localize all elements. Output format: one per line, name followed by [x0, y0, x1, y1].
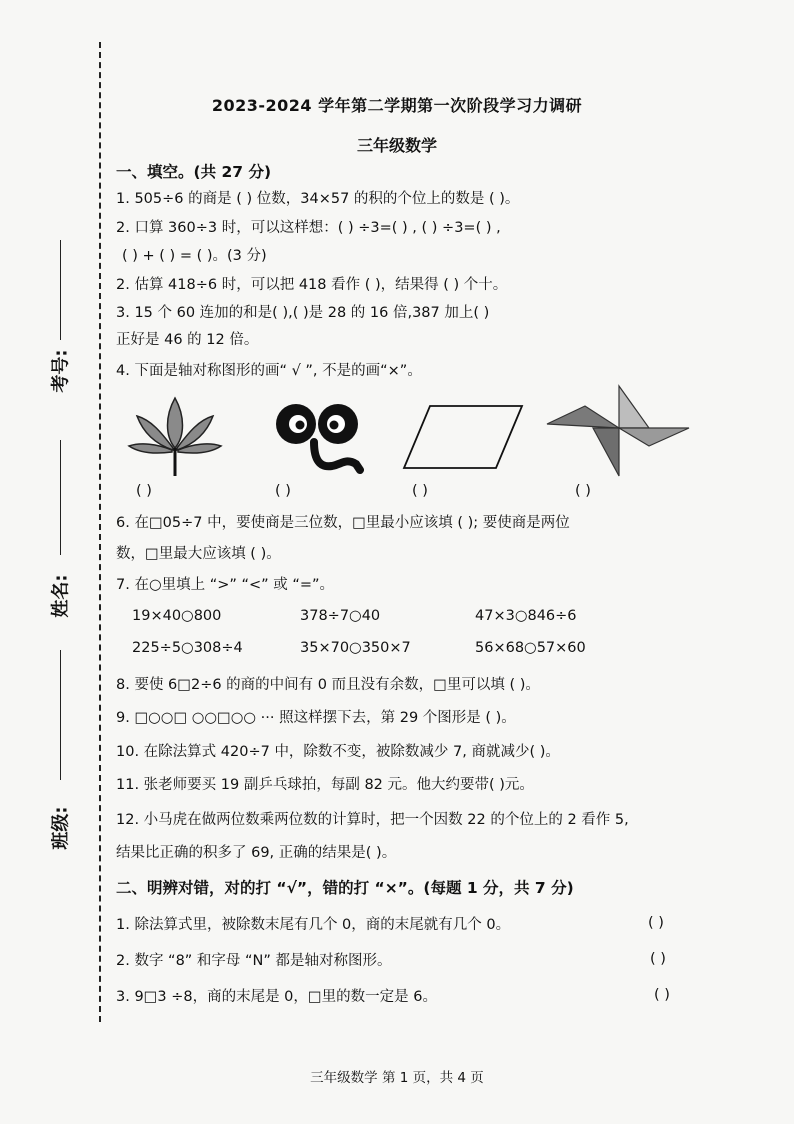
pinwheel-figure	[545, 384, 693, 478]
q7-item: 19×40○800	[132, 608, 222, 624]
judge-item-2: 2. 数字 “8” 和字母 “N” 都是轴对称图形。	[116, 953, 392, 969]
q7-item: 56×68○57×60	[475, 640, 586, 656]
parallelogram-figure	[402, 402, 524, 472]
question-4: 4. 下面是轴对称图形的画“ √ ”, 不是的画“×”。	[116, 363, 422, 379]
q7-item: 378÷7○40	[300, 608, 381, 624]
q4-answer-4[interactable]: ( )	[575, 483, 591, 499]
question-9: 9. □○○□ ○○□○○ ··· 照这样摆下去，第 29 个图形是 ( )。	[116, 710, 516, 726]
snake-eyes-figure	[268, 398, 368, 474]
q4-answer-2[interactable]: ( )	[275, 483, 291, 499]
judge-answer-1[interactable]: ( )	[648, 915, 664, 931]
question-8: 8. 要使 6□2÷6 的商的中间有 0 而且没有余数，□里可以填 ( )。	[116, 677, 540, 693]
binding-dashed-line	[99, 42, 101, 1022]
question-3a: 3. 15 个 60 连加的和是( ),( )是 28 的 16 倍,387 加上( )	[116, 305, 490, 321]
question-7: 7. 在○里填上 “>” “<” 或 “=”。	[116, 577, 335, 593]
question-2a: 2. 口算 360÷3 时，可以这样想：( ) ÷3=( ) , ( ) ÷3=( ) ,	[116, 220, 501, 236]
question-3b: 正好是 46 的 12 倍。	[116, 332, 259, 348]
question-6a: 6. 在□05÷7 中，要使商是三位数，□里最小应该填 ( ); 要使商是两位	[116, 515, 570, 531]
question-6b: 数，□里最大应该填 ( )。	[116, 546, 281, 562]
judge-item-1: 1. 除法算式里，被除数末尾有几个 0，商的末尾就有几个 0。	[116, 917, 511, 933]
q7-item: 225÷5○308÷4	[132, 640, 243, 656]
name-label: 姓名:	[50, 574, 72, 618]
q7-item: 35×70○350×7	[300, 640, 411, 656]
q4-answer-3[interactable]: ( )	[412, 483, 428, 499]
class-label: 班级:	[50, 806, 72, 850]
q7-item: 47×3○846÷6	[475, 608, 577, 624]
judge-answer-2[interactable]: ( )	[650, 951, 666, 967]
judge-item-3: 3. 9□3 ÷8，商的末尾是 0，□里的数一定是 6。	[116, 989, 437, 1005]
question-1: 1. 505÷6 的商是 ( ) 位数，34×57 的积的个位上的数是 ( )。	[116, 191, 520, 207]
question-12b: 结果比正确的积多了 69, 正确的结果是( )。	[116, 845, 397, 861]
question-12a: 12. 小马虎在做两位数乘两位数的计算时，把一个因数 22 的个位上的 2 看作 5,	[116, 812, 629, 828]
section1-heading: 一、填空。(共 27 分)	[116, 163, 272, 181]
judge-answer-3[interactable]: ( )	[654, 987, 670, 1003]
question-2b: ( ) + ( ) = ( )。(3 分)	[122, 248, 267, 264]
exam-number-line	[60, 240, 61, 340]
exam-number-label: 考号:	[50, 349, 72, 393]
leaf-figure	[125, 392, 225, 478]
q4-answer-1[interactable]: ( )	[136, 483, 152, 499]
exam-subtitle: 三年级数学	[356, 136, 437, 155]
class-line	[60, 650, 61, 780]
section2-heading: 二、明辨对错，对的打 “√”，错的打 “×”。(每题 1 分，共 7 分)	[116, 879, 574, 897]
question-11: 11. 张老师要买 19 副乒乓球拍，每副 82 元。他大约要带( )元。	[116, 777, 534, 793]
name-line	[60, 440, 61, 555]
question-10: 10. 在除法算式 420÷7 中，除数不变，被除数减少 7, 商就减少( )。	[116, 744, 560, 760]
page-footer: 三年级数学 第 1 页，共 4 页	[310, 1070, 484, 1086]
exam-title: 2023-2024 学年第二学期第一次阶段学习力调研	[211, 96, 583, 115]
question-2c: 2. 估算 418÷6 时，可以把 418 看作 ( )，结果得 ( ) 个十。	[116, 277, 508, 293]
